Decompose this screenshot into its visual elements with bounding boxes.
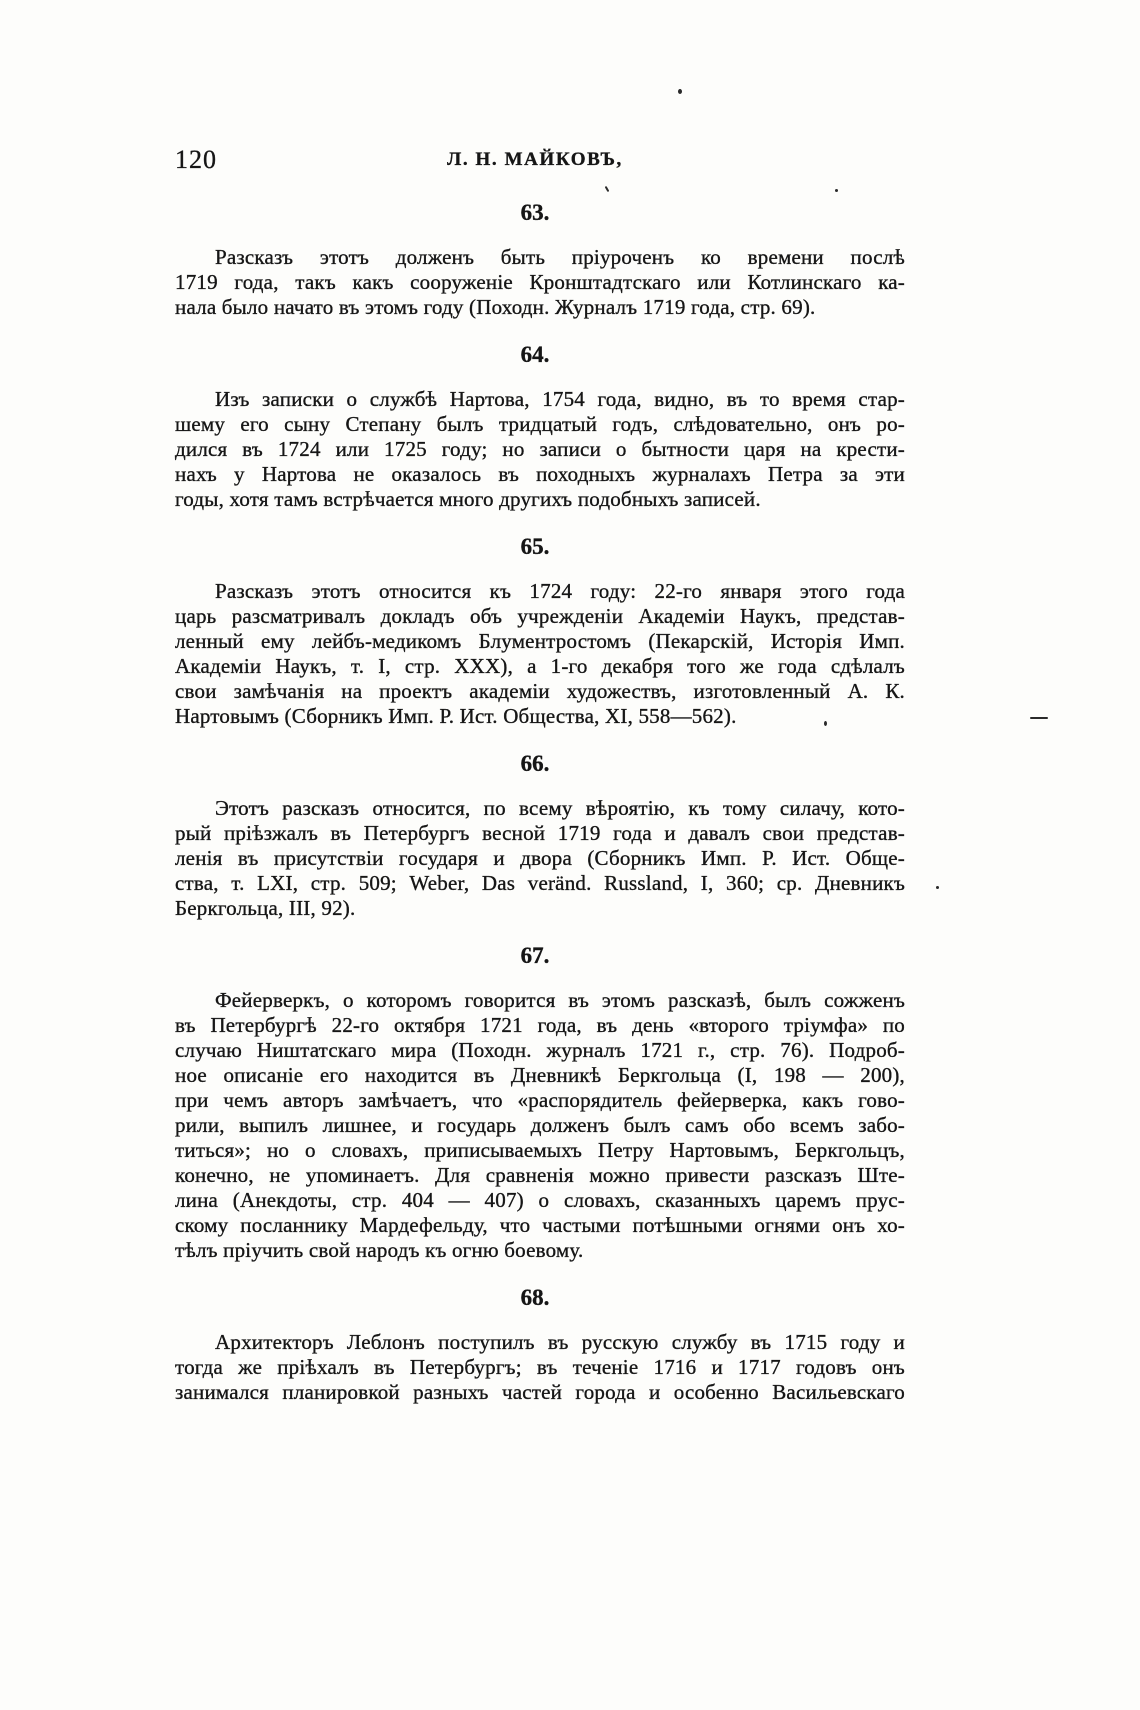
note-66 <box>175 751 905 921</box>
text-line: при чемъ авторъ замѣчаетъ, что «распорядитель фейерверка, какъ гово- <box>175 1088 905 1112</box>
text-line: Изъ записки о службѣ Нартова, 1754 года, видно, въ то время стар- <box>215 387 905 411</box>
text-line: свои замѣчанія на проектъ академіи художествъ, изготовленный А. К. <box>175 679 905 703</box>
note-paragraph <box>175 579 905 729</box>
text-line: 1719 года, такъ какъ сооруженіе Кронштадтскаго или Котлинскаго ка- <box>175 270 905 294</box>
text-line: Разсказъ этотъ относится къ 1724 году: 22-го января этого года <box>215 579 905 603</box>
note-number: 63. <box>520 200 550 225</box>
text-line: тогда же пріѣхалъ въ Петербургъ; въ теченіе 1716 и 1717 годовъ онъ <box>175 1355 905 1379</box>
text-line: Фейерверкъ, о которомъ говорится въ этомъ разсказѣ, былъ сожженъ <box>215 988 905 1012</box>
note-paragraph <box>175 796 905 921</box>
text-line: въ Петербургѣ 22-го октября 1721 года, въ день «второго тріумфа» по <box>175 1013 905 1037</box>
text-line: случаю Ништатскаго мира (Походн. журналъ 1721 г., стр. 76). Подроб- <box>175 1038 905 1062</box>
text-line: нахъ у Нартова не оказалось въ походныхъ журналахъ Петра за эти <box>175 462 905 486</box>
text-line: шему его сыну Степану былъ тридцатый годъ, слѣдовательно, онъ ро- <box>175 412 905 436</box>
text-line: тѣлъ пріучить свой народъ къ огню боевому. <box>175 1238 584 1262</box>
text-line: ленія въ присутствіи государя и двора (Сборникъ Имп. Р. Ист. Обще- <box>175 846 905 870</box>
text-line: рый пріѣзжалъ въ Петербургъ весной 1719 года и давалъ свои представ- <box>175 821 905 845</box>
text-line: царь разсматривалъ докладъ объ учрежденіи Академіи Наукъ, представ- <box>175 604 905 628</box>
note-paragraph <box>175 1330 905 1405</box>
text-line: нала было начато въ этомъ году (Походн. Журналъ 1719 года, стр. 69). <box>175 295 816 319</box>
text-line: Разсказъ этотъ долженъ быть пріуроченъ ко времени послѣ <box>215 245 905 269</box>
text-line: ства, т. LXI, стр. 509; Weber, Das veränd. Russland, I, 360; ср. Дневникъ <box>175 871 905 895</box>
scan-speck <box>605 186 610 192</box>
scan-speck <box>936 886 939 889</box>
note-67 <box>175 943 905 1263</box>
page-number: 120 <box>175 145 217 174</box>
text-line: ное описаніе его находится въ Дневникѣ Беркгольца (I, 198 — 200), <box>175 1063 905 1087</box>
page-body <box>175 200 905 1405</box>
text-line: Беркгольца, III, 92). <box>175 896 356 920</box>
note-number: 66. <box>520 751 550 776</box>
text-line: годы, хотя тамъ встрѣчается много другихъ подобныхъ записей. <box>175 487 761 511</box>
note-number: 64. <box>520 342 550 367</box>
note-number: 67. <box>520 943 550 968</box>
note-paragraph <box>175 245 905 320</box>
note-65 <box>175 534 905 729</box>
scan-speck <box>1030 717 1048 719</box>
text-line: скому посланнику Мардефельду, что частыми потѣшными огнями онъ хо- <box>175 1213 905 1237</box>
note-64 <box>175 342 905 512</box>
note-number: 65. <box>520 534 550 559</box>
text-line: дился въ 1724 или 1725 году; но записи о бытности царя на крести- <box>175 437 905 461</box>
text-line: занимался планировкой разныхъ частей города и особенно Васильевскаго <box>175 1380 905 1404</box>
text-line: Этотъ разсказъ относится, по всему вѣроятію, къ тому силачу, кото- <box>215 796 905 820</box>
text-line: рили, выпилъ лишнее, и государь долженъ былъ самъ обо всемъ забо- <box>175 1113 905 1137</box>
note-paragraph <box>175 387 905 512</box>
scan-speck <box>678 89 682 94</box>
note-63 <box>175 200 905 320</box>
note-paragraph <box>175 988 905 1263</box>
text-line: Академіи Наукъ, т. I, стр. XXX), а 1-го декабря того же года сдѣлалъ <box>175 654 905 678</box>
scan-speck <box>835 189 838 192</box>
text-line: титься»; но о словахъ, приписываемыхъ Петру Нартовымъ, Беркгольцъ, <box>175 1138 905 1162</box>
note-number: 68. <box>520 1285 550 1310</box>
text-line: ленный ему лейбъ-медикомъ Блументростомъ (Пекарскій, Исторія Имп. <box>175 629 905 653</box>
text-line: конечно, не упоминаетъ. Для сравненія можно привести разсказъ Ште- <box>175 1163 905 1187</box>
text-line: Архитекторъ Леблонъ поступилъ въ русскую службу въ 1715 году и <box>215 1330 905 1354</box>
note-68 <box>175 1285 905 1405</box>
text-line: лина (Анекдоты, стр. 404 — 407) о словахъ, сказанныхъ царемъ прус- <box>175 1188 905 1212</box>
running-head: Л. Н. МАЙКОВЪ, <box>447 149 623 170</box>
text-line: Нартовымъ (Сборникъ Имп. Р. Ист. Общества, XI, 558—562). <box>175 704 737 728</box>
